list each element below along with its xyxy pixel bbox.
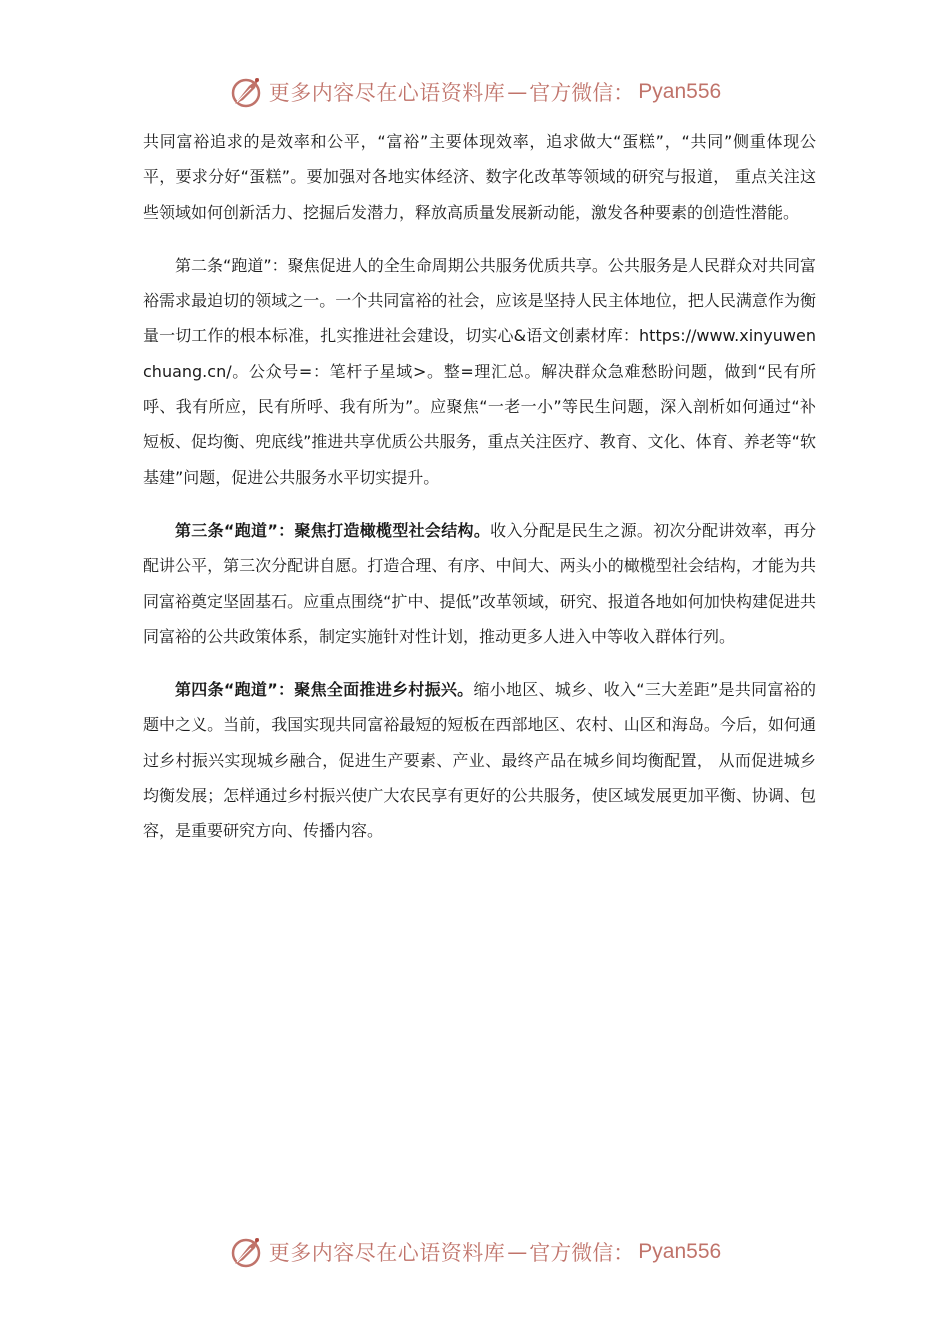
banner-main-text: 更多内容尽在心语资料库 xyxy=(268,81,506,105)
footer-banner xyxy=(0,1232,950,1272)
banner-wechat-id: Pyan556 xyxy=(638,80,722,103)
paragraph-3 xyxy=(143,513,816,654)
paragraph-2-text: 公共服务是人民群众对共同富裕需求最迫切的领域之一。一个共同富裕的社会，应该是坚持人民主体地位，把人民满意作为衡量一切工作的根本标准，扎实推进社会建设，切实心&语文创素材库：https://www.xinyuwenchuang.cn/。公众号=：笔杆子星域>。整=理汇总。解决群众急难愁盼问题，做到“民有所呼、我有所应，民有所呼、我有所为”。应聚焦“一老一小”等民生问题，深入剖析如何通过“补短板、促均衡、兜底线”推进共享优质公共服务，重点关注医疗、教育、文化、体育、养老等“软基建”问题，促进公共服务水平切实提升。 xyxy=(143,255,816,487)
quill-logo-icon xyxy=(229,1234,265,1270)
paragraph-2-lead: 第二条“跑道”：聚焦促进人的全生命周期公共服务优质共享。 xyxy=(175,255,608,275)
paragraph-3-text: 收入分配是民生之源。初次分配讲效率，再分配讲公平，第三次分配讲自愿。打造合理、有序、中间大、两头小的橄榄型社会结构，才能为共同富裕奠定坚固基石。应重点围绕“扩中、提低”改革领域，研究、报道各地如何加快构建促进共同富裕的公共政策体系，制定实施针对性计划，推动更多人进入中等收入群体行列。 xyxy=(143,520,816,646)
paragraph-2 xyxy=(143,248,816,495)
paragraph-4-lead: 第四条“跑道”：聚焦全面推进乡村振兴。 xyxy=(175,680,474,700)
header-banner xyxy=(0,72,950,112)
paragraph-4-text: 缩小地区、城乡、收入“三大差距”是共同富裕的题中之义。当前，我国实现共同富裕最短的短板在西部地区、农村、山区和海岛。今后，如何通过乡村振兴实现城乡融合，促进生产要素、产业、最终产品在城乡间均衡配置， 从而促进城乡均衡发展；怎样通过乡村振兴使广大农民享有更好的公共服务，使区域发展更加平衡、协调、包容，是重要研究方向、传播内容。 xyxy=(143,680,816,841)
banner-separator: — xyxy=(507,80,528,104)
quill-logo-icon xyxy=(229,74,265,110)
footer-wechat-id: Pyan556 xyxy=(638,1240,722,1263)
banner-wechat-label: 官方微信： xyxy=(529,81,635,105)
footer-separator: — xyxy=(507,1240,528,1264)
paragraph-3-lead: 第三条“跑道”：聚焦打造橄榄型社会结构。 xyxy=(175,520,491,540)
paragraph-4 xyxy=(143,672,816,848)
paragraph-1-text: 共同富裕追求的是效率和公平，“富裕”主要体现效率，追求做大“蛋糕”，“共同”侧重体现公平，要求分好“蛋糕”。要加强对各地实体经济、数字化改革等领域的研究与报道， 重点关注这些领域如何创新活力、挖掘后发潜力，释放高质量发展新动能，激发各种要素的创造性潜能。 xyxy=(143,132,816,222)
footer-main-text: 更多内容尽在心语资料库 xyxy=(268,1241,506,1265)
footer-wechat-label: 官方微信： xyxy=(529,1241,635,1265)
document-body xyxy=(143,124,816,867)
paragraph-1 xyxy=(143,124,816,230)
